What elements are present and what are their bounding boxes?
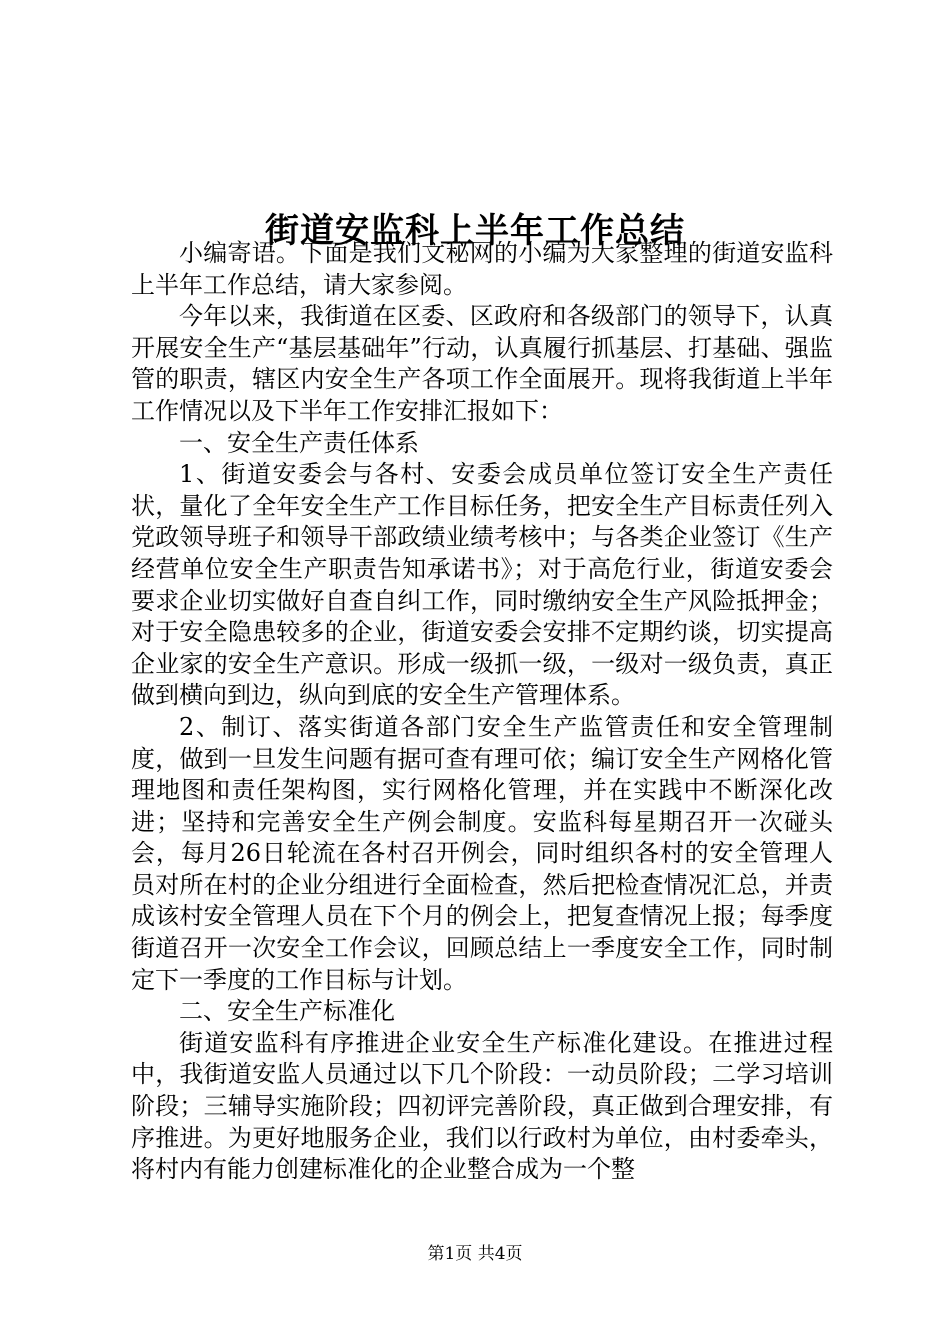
document-body (131, 238, 833, 1186)
page-footer: 第1页 共4页 (427, 1244, 523, 1264)
paragraph-overview: 今年以来，我街道在区委、区政府和各级部门的领导下，认真开展安全生产“基层基础年”行动，认真履行抓基层、打基础、强监管的职责，辖区内安全生产各项工作全面展开。现将我街道上半年工作情况以及下半年工作安排汇报如下： (131, 302, 833, 425)
document-title: 街道安监科上半年工作总结 (265, 210, 685, 251)
paragraph-item-2: 2、制订、落实街道各部门安全生产监管责任和安全管理制度，做到一旦发生问题有据可查有理可依；编订安全生产网格化管理地图和责任架构图，实行网格化管理，并在实践中不断深化改进；坚持和完善安全生产例会制度。安监科每星期召开一次碰头会，每月26日轮流在各村召开例会，同时组织各村的安全管理人员对所在村的企业分组进行全面检查，然后把检查情况汇总，并责成该村安全管理人员在下个月的例会上，把复查情况上报；每季度街道召开一次安全工作会议，回顾总结上一季度安全工作，同时制定下一季度的工作目标与计划。 (131, 712, 833, 994)
paragraph-standardization: 街道安监科有序推进企业安全生产标准化建设。在推进过程中，我街道安监人员通过以下几个阶段：一动员阶段；二学习培训阶段；三辅导实施阶段；四初评完善阶段，真正做到合理安排，有序推进。为更好地服务企业，我们以行政村为单位，由村委牵头，将村内有能力创建标准化的企业整合成为一个整 (131, 1028, 833, 1184)
section-heading-responsibility: 一、安全生产责任体系 (179, 428, 419, 457)
paragraph-item-1: 1、街道安委会与各村、安委会成员单位签订安全生产责任状，量化了全年安全生产工作目标任务，把安全生产目标责任列入党政领导班子和领导干部政绩业绩考核中；与各类企业签订《生产经营单位安全生产职责告知承诺书》；对于高危行业，街道安委会要求企业切实做好自查自纠工作，同时缴纳安全生产风险抵押金；对于安全隐患较多的企业，街道安委会安排不定期约谈，切实提高企业家的安全生产意识。形成一级抓一级，一级对一级负责，真正做到横向到边，纵向到底的安全生产管理体系。 (131, 460, 833, 710)
section-heading-standardization: 二、安全生产标准化 (179, 997, 395, 1026)
paragraph-intro: 小编寄语。下面是我们文秘网的小编为大家整理的街道安监科上半年工作总结，请大家参阅。 (131, 239, 833, 299)
